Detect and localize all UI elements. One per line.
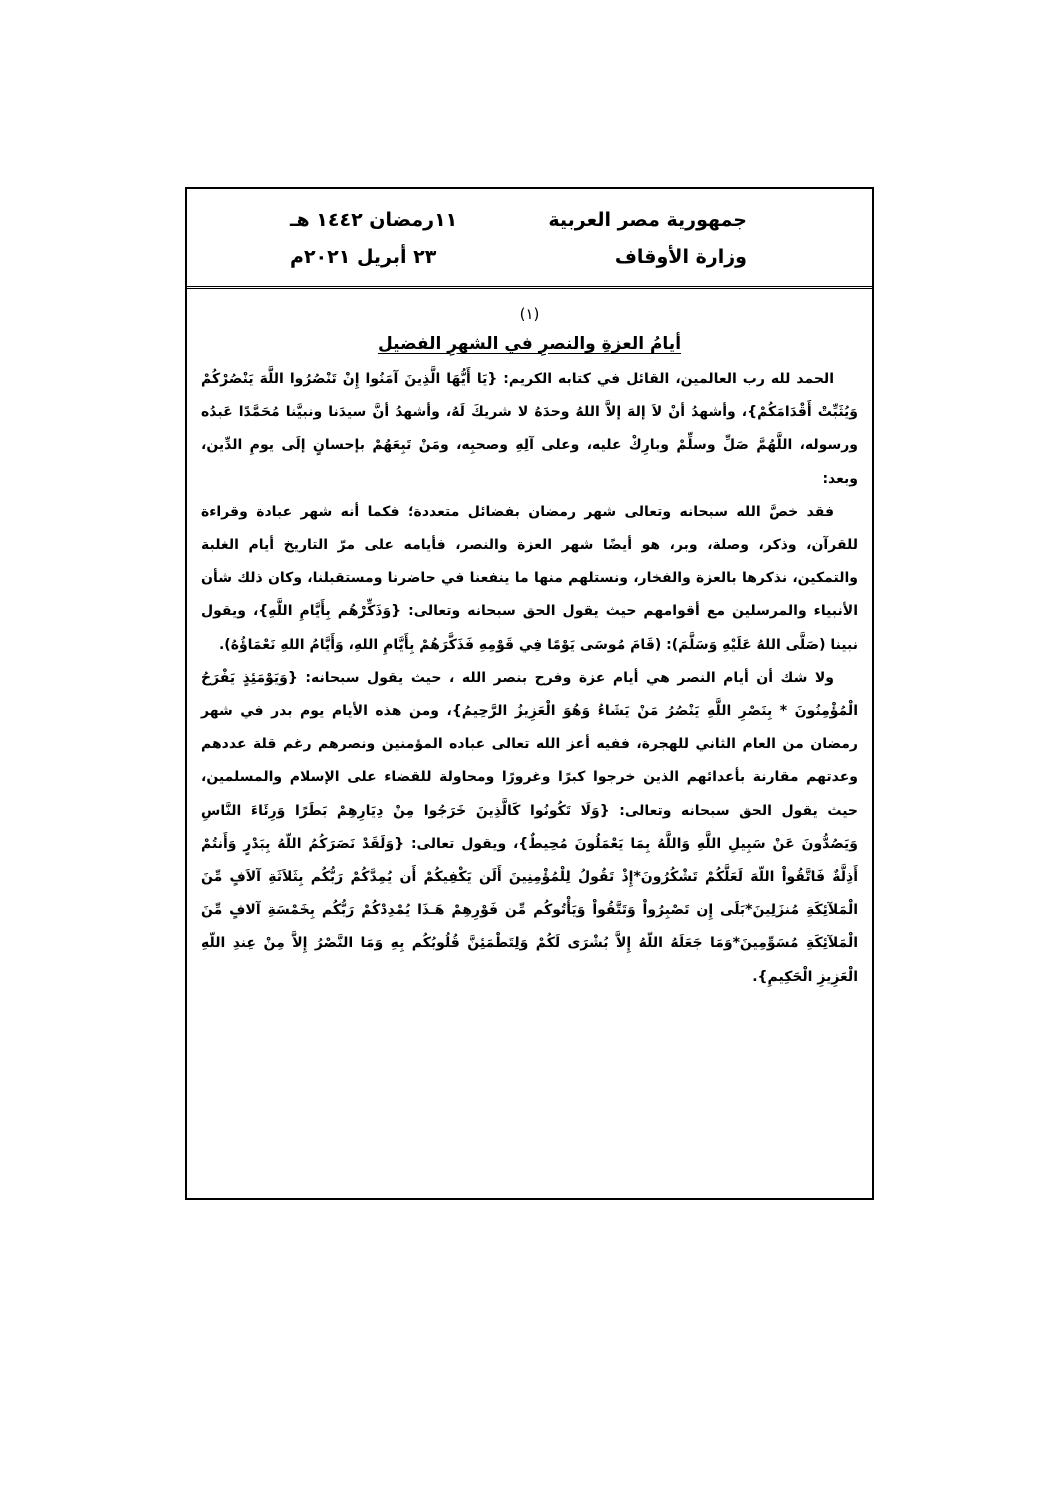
gregorian-date: ٢٣ أبريل ٢٠٢١م [290,246,437,268]
paragraph-3: ولا شك أن أيام النصر هي أيام عزة وفرح بنصر الله ، حيث يقول سبحانه: {وَيَوْمَئِذٍ يَفْرَحُ الْمُؤْمِنُونَ * بِنَصْرِ اللَّهِ يَنْصُرُ مَنْ يَشَاءُ وَهُوَ الْعَزِيزُ الرَّحِيمُ}، ومن هذه الأيام يوم بدر في شهر رمضان من العام الثاني للهجرة، ففيه أعز الله تعالى عباده المؤمنين ونصرهم رغم قلة عددهم وعدتهم مقارنة بأعدائهم الذين خرجوا كبرًا وغرورًا ومحاولة للقضاء على الإسلام والمسلمين، حيث يقول الحق سبحانه وتعالى: {وَلَا تَكُونُوا كَالَّذِينَ خَرَجُوا مِنْ دِيَارِهِمْ بَطَرًا وَرِئَاءَ النَّاسِ وَيَصُدُّونَ عَنْ سَبِيلِ اللَّهِ وَاللَّهُ بِمَا يَعْمَلُونَ مُحِيطٌ}، ويقول تعالى: {وَلَقَدْ نَصَرَكُمُ اللّهُ بِبَدْرٍ وَأَنتُمْ أَذِلَّةٌ فَاتَّقُواْ اللّهَ لَعَلَّكُمْ تَشْكُرُونَ*إِذْ تَقُولُ لِلْمُؤْمِنِينَ أَلَن يَكْفِيكُمْ أَن يُمِدَّكُمْ رَبُّكُم بِثَلاَثَةِ آلاَفٍ مِّنَ الْمَلآئِكَةِ مُنزَلِينَ*بَلَى إِن تَصْبِرُواْ وَتَتَّقُواْ وَيَأْتُوكُم مِّن فَوْرِهِمْ هَـذَا يُمْدِدْكُمْ رَبُّكُم بِخَمْسَةِ آلافٍ مِّنَ الْمَلآئِكَةِ مُسَوِّمِينَ*وَمَا جَعَلَهُ اللّهُ إِلاَّ بُشْرَى لَكُمْ وَلِتَطْمَئِنَّ قُلُوبُكُم بِهِ وَمَا النَّصْرُ إِلاَّ مِنْ عِندِ اللّهِ الْعَزِيزِ الْحَكِيمِ}. [201,669,858,985]
paragraph-2: فقد خصَّ الله سبحانه وتعالى شهر رمضان بفضائل متعددة؛ فكما أنه شهر عبادة وقراءة للقرآن، وذكر، وصلة، وبر، هو أيضًا شهر العزة والنصر، فأيامه على مرّ التاريخ أيام الغلبة والتمكين، نذكرها بالعزة والفخار، ونستلهم منها ما ينفعنا في حاضرنا ومستقبلنا، وكان ذلك شأن الأنبياء والمرسلين مع أقوامهم حيث يقول الحق سبحانه وتعالى: {وَذَكِّرْهُم بِأَيَّامِ اللَّهِ}، ويقول نبينا (صَلَّى اللهُ عَلَيْهِ وَسَلَّمَ): (قَامَ مُوسَى يَوْمًا فِي قَوْمِهِ فَذَكَّرَهُمْ بِأَيَّامِ اللهِ، وَأَيَّامُ اللهِ نَعْمَاؤُهُ). [201,503,858,653]
ministry-name: وزارة الأوقاف [614,246,747,268]
country-name: جمهورية مصر العربية [548,209,747,231]
paragraph-1: الحمد لله رب العالمين، القائل في كتابه الكريم: {يَا أَيُّهَا الَّذِينَ آمَنُوا إِنْ تَنْصُرُوا اللَّهَ يَنْصُرْكُمْ وَيُثَبِّتْ أَقْدَامَكُمْ}، وأشهدُ أنْ لاَ إلهَ إلاَّ اللهُ وحدَهُ لا شريكَ لَهُ، وأشهدُ أنَّ سيدَنا ونبيَّنا مُحَمَّدًا عَبدُه ورسوله، اللَّهُمَّ صَلِّ وسلِّمْ وبارِكْ عليه، وعلى آلِهِ وصحبِه، ومَنْ تَبِعَهُمْ بإحسانٍ إلَى يومِ الدِّين، وبعد: [201,371,858,487]
sermon-title: أيامُ العزةِ والنصرِ في الشهرِ الفضيل [377,334,682,354]
page-number: (١) [519,305,540,323]
document-header [187,189,872,289]
document-body [201,305,858,994]
document-frame [185,187,874,1200]
hijri-date: ١١رمضان ١٤٤٢ هـ [290,209,458,231]
